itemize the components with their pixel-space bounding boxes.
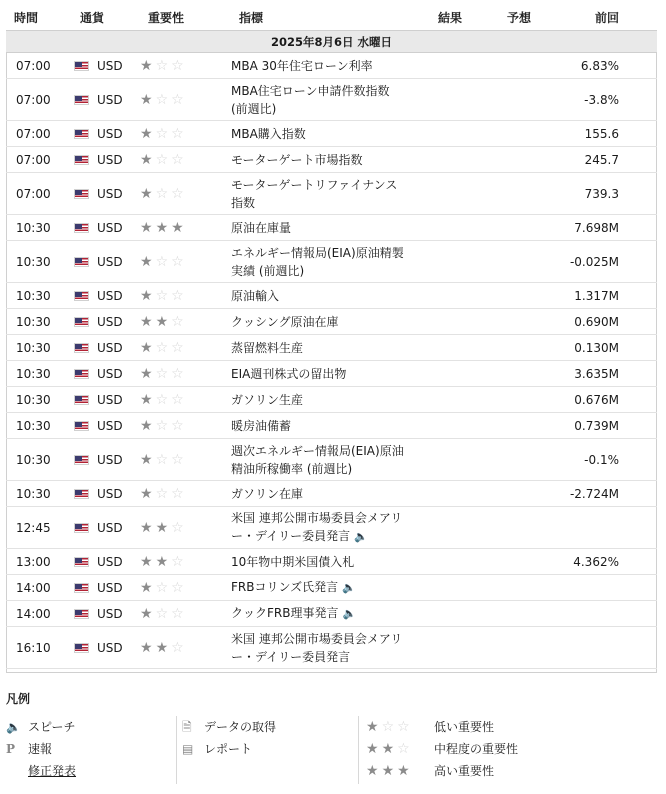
speaker-icon: 🔈 xyxy=(354,530,368,543)
event-result xyxy=(430,361,499,387)
event-result xyxy=(430,507,499,549)
us-flag-icon xyxy=(74,291,89,301)
importance-stars xyxy=(140,335,231,361)
table-row[interactable] xyxy=(6,283,657,309)
star-icon: ☆ xyxy=(155,287,169,304)
star-icon: ★ xyxy=(140,639,153,656)
legend-divider xyxy=(176,716,177,784)
event-currency xyxy=(72,387,140,413)
star-icon: ☆ xyxy=(171,313,184,330)
importance-stars xyxy=(140,601,231,627)
event-name[interactable]: ガソリン生産 xyxy=(231,387,430,413)
event-time: 10:30 xyxy=(6,413,72,439)
event-result xyxy=(430,413,499,439)
event-currency xyxy=(72,481,140,507)
event-time: 14:00 xyxy=(6,601,72,627)
star-icon: ☆ xyxy=(155,57,169,74)
header-row xyxy=(6,4,657,31)
economic-calendar-table xyxy=(6,4,657,669)
star-icon: ★ xyxy=(155,219,169,236)
event-name[interactable]: モーターゲート市場指数 xyxy=(231,147,430,173)
star-icon: ★ xyxy=(140,553,153,570)
star-icon: ★ xyxy=(140,417,153,434)
star-icon: ★ xyxy=(140,391,153,408)
importance-stars xyxy=(140,309,231,335)
table-row[interactable] xyxy=(6,215,657,241)
us-flag-icon xyxy=(74,643,89,653)
us-flag-icon xyxy=(74,129,89,139)
event-previous: 0.690M xyxy=(561,309,657,335)
star-icon: ★ xyxy=(140,605,153,622)
currency-code: USD xyxy=(97,314,123,329)
event-currency xyxy=(72,53,140,79)
importance-stars xyxy=(140,507,231,549)
currency-code: USD xyxy=(97,452,123,467)
event-currency xyxy=(72,507,140,549)
event-currency xyxy=(72,121,140,147)
event-currency xyxy=(72,439,140,481)
us-flag-icon xyxy=(74,189,89,199)
star-icon: ☆ xyxy=(155,451,169,468)
event-result xyxy=(430,549,499,575)
star-icon: ★ xyxy=(140,485,153,502)
speaker-icon: 🔈 xyxy=(6,720,21,734)
currency-code: USD xyxy=(97,254,123,269)
legend-col-data xyxy=(182,716,276,760)
event-previous xyxy=(561,575,657,601)
event-forecast xyxy=(499,549,561,575)
star-icon: ★ xyxy=(171,219,184,236)
event-name[interactable]: 暖房油備蓄 xyxy=(231,413,430,439)
table-row[interactable] xyxy=(6,601,657,627)
table-row[interactable] xyxy=(6,507,657,549)
currency-code: USD xyxy=(97,58,123,73)
report-icon: ▤ xyxy=(182,742,194,756)
us-flag-icon xyxy=(74,609,89,619)
event-result xyxy=(430,439,499,481)
event-forecast xyxy=(499,309,561,335)
event-forecast xyxy=(499,147,561,173)
importance-stars xyxy=(140,549,231,575)
event-previous: 245.7 xyxy=(561,147,657,173)
star-icon: ☆ xyxy=(171,339,184,356)
event-forecast xyxy=(499,387,561,413)
us-flag-icon xyxy=(74,257,89,267)
event-time: 13:00 xyxy=(6,549,72,575)
event-forecast xyxy=(499,481,561,507)
event-currency xyxy=(72,549,140,575)
event-name[interactable]: MBA購入指数 xyxy=(231,121,430,147)
table-row[interactable] xyxy=(6,241,657,283)
event-result xyxy=(430,79,499,121)
event-name[interactable]: クッシング原油在庫 xyxy=(231,309,430,335)
star-icon: ☆ xyxy=(171,57,184,74)
event-name[interactable]: FRBコリンズ氏発言 🔈 xyxy=(231,575,430,601)
event-previous: 739.3 xyxy=(561,173,657,215)
currency-code: USD xyxy=(97,220,123,235)
event-forecast xyxy=(499,79,561,121)
star-icon: ☆ xyxy=(171,451,184,468)
event-forecast xyxy=(499,413,561,439)
event-currency xyxy=(72,601,140,627)
currency-code: USD xyxy=(97,152,123,167)
event-currency xyxy=(72,79,140,121)
star-icon: ☆ xyxy=(171,605,184,622)
event-name[interactable]: MBA住宅ローン申請件数指数 (前週比) xyxy=(231,79,430,121)
star-icon: ☆ xyxy=(171,417,184,434)
legend-low: ★ ☆ ☆ 低い重要性 xyxy=(366,716,518,738)
us-flag-icon xyxy=(74,421,89,431)
event-name[interactable]: 原油在庫量 xyxy=(231,215,430,241)
event-previous: 3.635M xyxy=(561,361,657,387)
event-name[interactable]: ガソリン在庫 xyxy=(231,481,430,507)
us-flag-icon xyxy=(74,317,89,327)
star-icon: ★ xyxy=(140,57,153,74)
star-icon: ☆ xyxy=(171,639,184,656)
star-icon: ☆ xyxy=(171,519,184,536)
event-forecast xyxy=(499,507,561,549)
currency-code: USD xyxy=(97,418,123,433)
star-icon: ☆ xyxy=(155,579,169,596)
event-forecast xyxy=(499,283,561,309)
star-icon: ☆ xyxy=(171,579,184,596)
event-previous: -2.724M xyxy=(561,481,657,507)
star-icon: ☆ xyxy=(171,125,184,142)
event-previous: 0.676M xyxy=(561,387,657,413)
star-icon: ★ xyxy=(140,339,153,356)
event-time: 10:30 xyxy=(6,387,72,413)
table-row[interactable] xyxy=(6,309,657,335)
event-time: 12:45 xyxy=(6,507,72,549)
event-time: 10:30 xyxy=(6,215,72,241)
star-icon: ★ xyxy=(155,553,169,570)
event-previous xyxy=(561,627,657,669)
event-forecast xyxy=(499,361,561,387)
star-icon: ★ xyxy=(140,451,153,468)
us-flag-icon xyxy=(74,95,89,105)
currency-code: USD xyxy=(97,340,123,355)
star-icon: ★ xyxy=(140,151,153,168)
event-time: 10:30 xyxy=(6,283,72,309)
importance-stars xyxy=(140,387,231,413)
currency-code: USD xyxy=(97,126,123,141)
event-currency xyxy=(72,627,140,669)
event-name[interactable]: モーターゲートリファイナンス 指数 xyxy=(231,173,430,215)
table-row[interactable] xyxy=(6,121,657,147)
us-flag-icon xyxy=(74,61,89,71)
star-icon: ☆ xyxy=(155,605,169,622)
event-result xyxy=(430,241,499,283)
star-icon: ★ xyxy=(155,639,169,656)
star-icon: ★ xyxy=(140,125,153,142)
event-currency xyxy=(72,361,140,387)
event-time: 07:00 xyxy=(6,53,72,79)
event-previous xyxy=(561,507,657,549)
speaker-icon: 🔈 xyxy=(342,581,356,594)
us-flag-icon xyxy=(74,343,89,353)
event-time: 10:30 xyxy=(6,481,72,507)
currency-code: USD xyxy=(97,580,123,595)
star-icon: ★ xyxy=(140,287,153,304)
legend-high: ★ ★ ★ 高い重要性 xyxy=(366,760,518,782)
event-time: 10:30 xyxy=(6,241,72,283)
event-result xyxy=(430,481,499,507)
col-indicator[interactable]: 指標 xyxy=(239,10,264,25)
event-currency xyxy=(72,283,140,309)
table-row[interactable] xyxy=(6,627,657,669)
star-icon: ☆ xyxy=(171,185,184,202)
us-flag-icon xyxy=(74,455,89,465)
event-forecast xyxy=(499,173,561,215)
star-icon: ☆ xyxy=(155,151,169,168)
legend-col-importance xyxy=(366,716,518,782)
event-name[interactable]: クックFRB理事発言 🔈 xyxy=(231,601,430,627)
event-result xyxy=(430,575,499,601)
currency-code: USD xyxy=(97,288,123,303)
event-result xyxy=(430,335,499,361)
star-icon: ★ xyxy=(140,519,153,536)
event-result xyxy=(430,121,499,147)
importance-stars xyxy=(140,173,231,215)
event-name[interactable]: 原油輸入 xyxy=(231,283,430,309)
event-result xyxy=(430,283,499,309)
p-icon: P xyxy=(6,742,16,756)
star-icon: ☆ xyxy=(171,365,184,382)
event-forecast xyxy=(499,335,561,361)
event-name[interactable]: 米国 連邦公開市場委員会メアリ ー・デイリー委員発言 🔈 xyxy=(231,507,430,549)
table-row[interactable] xyxy=(6,549,657,575)
importance-stars xyxy=(140,481,231,507)
event-forecast xyxy=(499,575,561,601)
event-time: 14:00 xyxy=(6,575,72,601)
legend-col-event-types xyxy=(6,716,76,782)
event-forecast xyxy=(499,53,561,79)
event-currency xyxy=(72,241,140,283)
star-icon: ☆ xyxy=(171,485,184,502)
event-name[interactable]: EIA週刊株式の留出物 xyxy=(231,361,430,387)
speaker-icon: 🔈 xyxy=(342,607,357,620)
date-row xyxy=(6,31,657,53)
table-row[interactable] xyxy=(6,79,657,121)
us-flag-icon xyxy=(74,523,89,533)
legend-medium: ★ ★ ☆ 中程度の重要性 xyxy=(366,738,518,760)
event-time: 10:30 xyxy=(6,439,72,481)
event-time: 07:00 xyxy=(6,147,72,173)
currency-code: USD xyxy=(97,606,123,621)
legend-revised xyxy=(6,760,76,782)
importance-stars xyxy=(140,241,231,283)
date-label: 2025年8月6日 水曜日 xyxy=(6,31,657,53)
event-previous: -3.8% xyxy=(561,79,657,121)
legend-data: 🗎 データの取得 xyxy=(182,716,276,738)
currency-code: USD xyxy=(97,554,123,569)
revised-link[interactable]: 修正発表 xyxy=(28,764,77,778)
event-previous: 4.362% xyxy=(561,549,657,575)
star-icon: ★ xyxy=(140,313,153,330)
us-flag-icon xyxy=(74,489,89,499)
currency-code: USD xyxy=(97,520,123,535)
importance-stars xyxy=(140,79,231,121)
event-previous: 1.317M xyxy=(561,283,657,309)
event-previous: 155.6 xyxy=(561,121,657,147)
event-result xyxy=(430,387,499,413)
importance-stars xyxy=(140,147,231,173)
event-time: 10:30 xyxy=(6,335,72,361)
importance-stars xyxy=(140,627,231,669)
star-icon: ★ xyxy=(140,219,153,236)
table-row[interactable] xyxy=(6,173,657,215)
event-currency xyxy=(72,309,140,335)
col-previous[interactable]: 前回 xyxy=(594,10,619,25)
event-name[interactable]: 10年物中期米国債入札 xyxy=(231,549,430,575)
event-time: 10:30 xyxy=(6,309,72,335)
event-time: 07:00 xyxy=(6,79,72,121)
importance-stars xyxy=(140,53,231,79)
event-time: 07:00 xyxy=(6,121,72,147)
importance-stars xyxy=(140,121,231,147)
currency-code: USD xyxy=(97,92,123,107)
star-rating-1: ★ ☆ ☆ xyxy=(366,719,410,735)
event-previous: 7.698M xyxy=(561,215,657,241)
event-result xyxy=(430,173,499,215)
us-flag-icon xyxy=(74,395,89,405)
event-forecast xyxy=(499,241,561,283)
event-forecast xyxy=(499,215,561,241)
table-row[interactable] xyxy=(6,361,657,387)
event-name[interactable]: エネルギー情報局(EIA)原油精製 実績 (前週比) xyxy=(231,241,430,283)
star-icon: ☆ xyxy=(155,185,169,202)
importance-stars xyxy=(140,439,231,481)
importance-stars xyxy=(140,413,231,439)
star-icon: ☆ xyxy=(155,391,169,408)
star-icon: ☆ xyxy=(155,485,169,502)
col-time[interactable]: 時間 xyxy=(14,10,39,25)
star-icon: ☆ xyxy=(171,391,184,408)
event-result xyxy=(430,215,499,241)
event-result xyxy=(430,53,499,79)
event-previous: 0.739M xyxy=(561,413,657,439)
us-flag-icon xyxy=(74,583,89,593)
star-icon: ★ xyxy=(140,579,153,596)
event-forecast xyxy=(499,601,561,627)
legend xyxy=(6,690,657,779)
legend-divider xyxy=(358,716,359,784)
star-icon: ☆ xyxy=(171,253,184,270)
event-currency xyxy=(72,173,140,215)
table-row[interactable] xyxy=(6,335,657,361)
currency-code: USD xyxy=(97,486,123,501)
star-rating-2: ★ ★ ☆ xyxy=(366,741,410,757)
importance-stars xyxy=(140,215,231,241)
event-result xyxy=(430,627,499,669)
event-previous: 0.130M xyxy=(561,335,657,361)
star-icon: ★ xyxy=(155,519,169,536)
event-currency xyxy=(72,147,140,173)
table-row[interactable] xyxy=(6,439,657,481)
event-result xyxy=(430,147,499,173)
col-currency[interactable]: 通貨 xyxy=(80,10,105,25)
star-icon: ☆ xyxy=(171,287,184,304)
event-previous xyxy=(561,601,657,627)
table-row[interactable] xyxy=(6,575,657,601)
legend-speech: 🔈 スピーチ xyxy=(6,716,76,738)
event-name[interactable]: 米国 連邦公開市場委員会メアリ ー・デイリー委員発言 xyxy=(231,627,430,669)
event-forecast xyxy=(499,439,561,481)
event-time: 07:00 xyxy=(6,173,72,215)
star-icon: ☆ xyxy=(155,417,169,434)
us-flag-icon xyxy=(74,369,89,379)
currency-code: USD xyxy=(97,640,123,655)
table-row[interactable] xyxy=(6,413,657,439)
legend-title: 凡例 xyxy=(6,692,31,706)
legend-report: ▤ レポート xyxy=(182,738,276,760)
document-icon: 🗎 xyxy=(182,720,192,734)
star-icon: ★ xyxy=(140,91,153,108)
star-icon: ☆ xyxy=(171,553,184,570)
star-icon: ☆ xyxy=(171,91,184,108)
star-icon: ★ xyxy=(155,313,169,330)
star-icon: ☆ xyxy=(155,253,169,270)
star-icon: ☆ xyxy=(171,151,184,168)
importance-stars xyxy=(140,283,231,309)
importance-stars xyxy=(140,575,231,601)
us-flag-icon xyxy=(74,155,89,165)
event-currency xyxy=(72,335,140,361)
event-name[interactable]: MBA 30年住宅ローン利率 xyxy=(231,53,430,79)
col-forecast[interactable]: 予想 xyxy=(507,10,532,25)
star-icon: ☆ xyxy=(155,91,169,108)
star-icon: ★ xyxy=(140,365,153,382)
event-currency xyxy=(72,575,140,601)
event-name[interactable]: 週次エネルギー情報局(EIA)原油 精油所稼働率 (前週比) xyxy=(231,439,430,481)
event-forecast xyxy=(499,121,561,147)
event-result xyxy=(430,309,499,335)
table-row[interactable] xyxy=(6,147,657,173)
event-name[interactable]: 蒸留燃料生産 xyxy=(231,335,430,361)
us-flag-icon xyxy=(74,223,89,233)
legend-preliminary: P 速報 xyxy=(6,738,76,760)
table-row[interactable] xyxy=(6,53,657,79)
event-time: 16:10 xyxy=(6,627,72,669)
star-rating-3: ★ ★ ★ xyxy=(366,763,410,779)
star-icon: ☆ xyxy=(155,365,169,382)
currency-code: USD xyxy=(97,186,123,201)
importance-stars xyxy=(140,361,231,387)
star-icon: ★ xyxy=(140,253,153,270)
star-icon: ☆ xyxy=(155,125,169,142)
event-previous: -0.1% xyxy=(561,439,657,481)
currency-code: USD xyxy=(97,366,123,381)
table-row[interactable] xyxy=(6,481,657,507)
star-icon: ☆ xyxy=(155,339,169,356)
event-previous: -0.025M xyxy=(561,241,657,283)
star-icon: ★ xyxy=(140,185,153,202)
us-flag-icon xyxy=(74,557,89,567)
table-row[interactable] xyxy=(6,387,657,413)
event-time: 10:30 xyxy=(6,361,72,387)
event-currency xyxy=(72,413,140,439)
event-forecast xyxy=(499,627,561,669)
col-importance[interactable]: 重要性 xyxy=(148,10,185,25)
event-previous: 6.83% xyxy=(561,53,657,79)
event-currency xyxy=(72,215,140,241)
currency-code: USD xyxy=(97,392,123,407)
col-result[interactable]: 結果 xyxy=(438,10,463,25)
event-result xyxy=(430,601,499,627)
